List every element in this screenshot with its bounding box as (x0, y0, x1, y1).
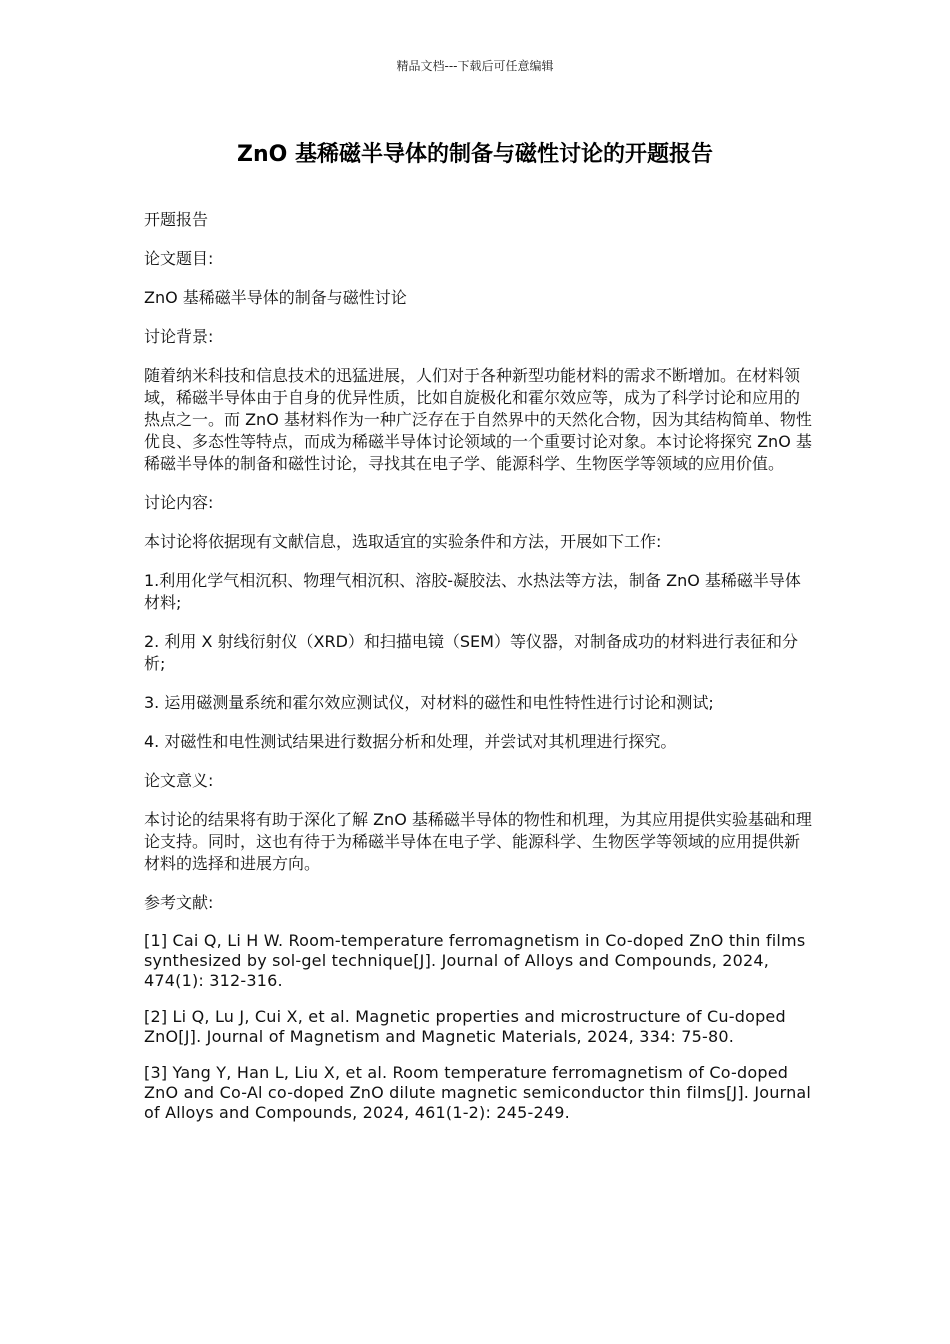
reference-item: [3] Yang Y, Han L, Liu X, et al. Room temperature ferromagnetism of Co-doped ZnO and Co-Al co-doped ZnO dilute magnetic semiconductor thin films[J]. Journal of Alloys and Compounds, 2024, 461(1-2): 245-249. (144, 1063, 812, 1122)
content-item-4: 4. 对磁性和电性测试结果进行数据分析和处理，并尝试对其机理进行探究。 (144, 732, 677, 751)
report-label: 开题报告 (144, 210, 209, 229)
significance-label: 论文意义: (144, 771, 214, 790)
topic-text: ZnO 基稀磁半导体的制备与磁性讨论 (144, 288, 407, 307)
document-title: ZnO 基稀磁半导体的制备与磁性讨论的开题报告 (237, 142, 713, 167)
content-intro: 本讨论将依据现有文献信息，选取适宜的实验条件和方法，开展如下工作: (144, 532, 662, 551)
content-label: 讨论内容: (144, 493, 214, 512)
document-body (144, 209, 814, 1139)
background-label: 讨论背景: (144, 327, 214, 346)
header-note: 精品文档---下载后可任意编辑 (396, 59, 554, 73)
significance-text: 本讨论的结果将有助于深化了解 ZnO 基稀磁半导体的物性和机理，为其应用提供实验基础和理论支持。同时，这也有待于为稀磁半导体在电子学、能源科学、生物医学等领域的应用提供新材料的选择和进展方向。 (144, 810, 812, 873)
background-text: 随着纳米科技和信息技术的迅猛进展，人们对于各种新型功能材料的需求不断增加。在材料领域，稀磁半导体由于自身的优异性质，比如自旋极化和霍尔效应等，成为了科学讨论和应用的热点之一。而 ZnO 基材料作为一种广泛存在于自然界中的天然化合物，因为其结构简单、物性优良、多态性等特点，而成为稀磁半导体讨论领域的一个重要讨论对象。本讨论将探究 ZnO 基稀磁半导体的制备和磁性讨论，寻找其在电子学、能源科学、生物医学等领域的应用价值。 (144, 366, 812, 473)
content-item-1: 1.利用化学气相沉积、物理气相沉积、溶胶-凝胶法、水热法等方法，制备 ZnO 基稀磁半导体材料; (144, 571, 801, 612)
reference-item: [1] Cai Q, Li H W. Room-temperature ferromagnetism in Co-doped ZnO thin films synthesized by sol-gel technique[J]. Journal of Alloys and Compounds, 2024, 474(1): 312-316. (144, 931, 806, 990)
topic-label: 论文题目: (144, 249, 214, 268)
content-item-3: 3. 运用磁测量系统和霍尔效应测试仪，对材料的磁性和电性特性进行讨论和测试; (144, 693, 714, 712)
references-label: 参考文献: (144, 893, 214, 912)
content-item-2: 2. 利用 X 射线衍射仪（XRD）和扫描电镜（SEM）等仪器，对制备成功的材料进行表征和分析; (144, 632, 798, 673)
reference-item: [2] Li Q, Lu J, Cui X, et al. Magnetic properties and microstructure of Cu-doped ZnO[J]. Journal of Magnetism and Magnetic Materials, 2024, 334: 75-80. (144, 1007, 786, 1046)
